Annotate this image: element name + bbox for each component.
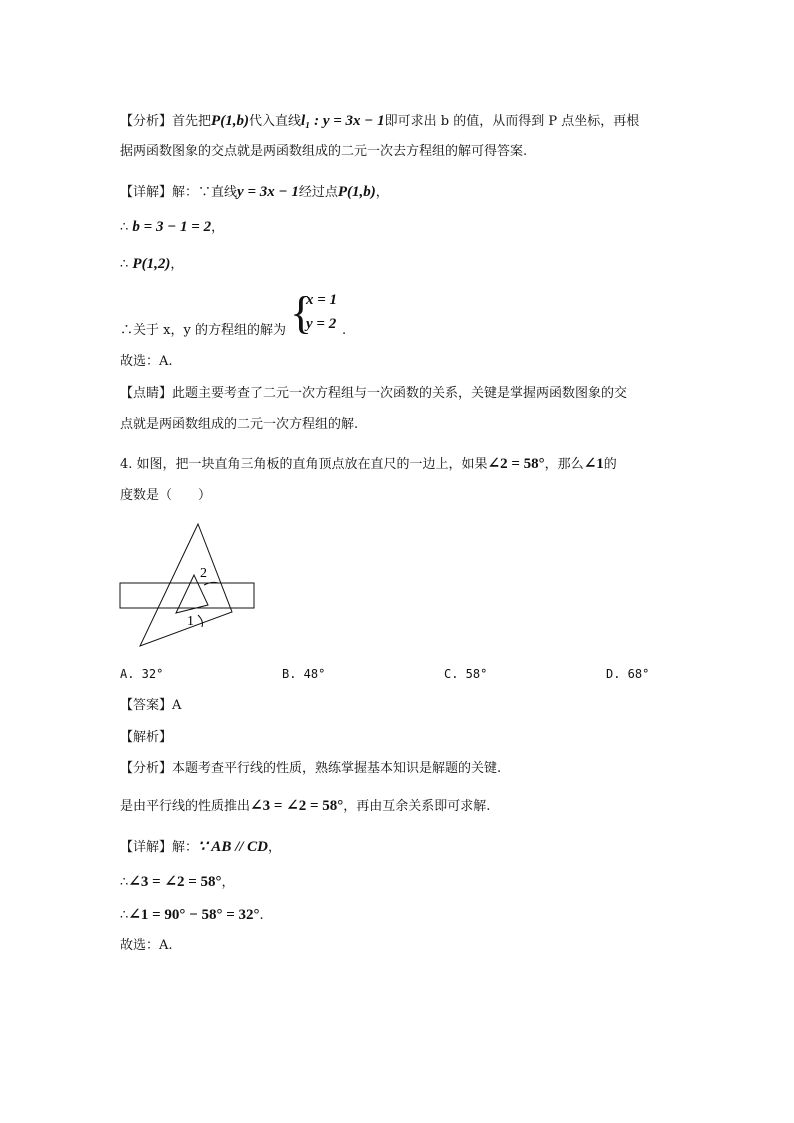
- label-1: 1: [187, 614, 194, 629]
- punct: ，: [170, 257, 184, 272]
- question-text: 的: [603, 457, 617, 472]
- angle-1-arc: [198, 615, 203, 627]
- geometry-figure: [110, 515, 270, 655]
- detail-text: ，: [375, 185, 389, 200]
- angle-2-eq: ∠2 = 58°: [487, 456, 545, 472]
- comment-label: 【点睛】: [120, 386, 173, 401]
- reason-text: ，再由互余关系即可求解.: [343, 799, 491, 814]
- detail-text: 经过点: [298, 185, 338, 200]
- detail-point: P(1,b): [337, 184, 376, 200]
- comment-line-2: 点就是两函数组成的二元一次方程组的解.: [120, 417, 359, 432]
- therefore-symbol: ∴: [120, 257, 133, 272]
- step-p: [120, 255, 183, 274]
- triangle-outer: [140, 524, 232, 646]
- detail-line-4: [120, 838, 281, 857]
- therefore-symbol: ∴: [120, 220, 133, 235]
- ruler: [120, 583, 254, 608]
- system-brace: {: [290, 287, 313, 338]
- detail-text: 解：∵直线: [172, 185, 238, 200]
- detail-label: 【详解】: [120, 185, 173, 200]
- parallel-statement: ∵ AB // CD: [198, 839, 268, 855]
- question-text: ，那么: [544, 457, 584, 472]
- step-p-equation: P(1,2): [132, 256, 171, 272]
- system-y: y = 2: [306, 316, 337, 332]
- analysis-line: 【分析】本题考查平行线的性质，熟练掌握基本知识是解题的关键.: [120, 761, 502, 776]
- analysis-line-2: 据两函数图象的交点就是两函数组成的二元一次去方程组的解可得答案.: [120, 144, 528, 159]
- solution-end: .: [342, 323, 347, 338]
- choose-line-4: 故选：A.: [120, 938, 173, 953]
- label-2: 2: [200, 566, 207, 581]
- punct: .: [259, 908, 264, 923]
- punct: ，: [268, 840, 282, 855]
- reason-text: 是由平行线的性质推出: [120, 799, 251, 814]
- analysis-text: 即可求出 b 的值，从而得到 P 点坐标，再根: [384, 114, 640, 129]
- step-angle3: [120, 873, 235, 892]
- solution-text: ∴关于 x，y 的方程组的解为: [120, 323, 286, 338]
- detail-line: [120, 183, 389, 202]
- question-text: 4. 如图，把一块直角三角板的直角顶点放在直尺的一边上，如果: [120, 457, 488, 472]
- option-b: B. 48°: [282, 667, 326, 681]
- therefore-symbol: ∴: [120, 908, 129, 923]
- option-c: C. 58°: [444, 667, 488, 681]
- therefore-symbol: ∴: [120, 875, 129, 890]
- reason-equation: ∠3 = ∠2 = 58°: [250, 798, 344, 814]
- jiexi-line: 【解析】: [120, 730, 173, 745]
- analysis-line-1: [120, 112, 639, 131]
- comment-line-1: [120, 385, 627, 403]
- step-angle3-equation: ∠3 = ∠2 = 58°: [128, 874, 222, 890]
- punct: ，: [221, 875, 235, 890]
- step-b: [120, 218, 224, 237]
- choose-line: 故选：A.: [120, 354, 173, 369]
- angle-1: ∠1: [583, 456, 604, 472]
- option-d: D. 68°: [606, 667, 650, 681]
- analysis-text: 首先把: [172, 114, 212, 129]
- point-p-b: P(1,b): [211, 113, 249, 129]
- line-equation: l₁ : y = 3x − 1: [300, 113, 385, 129]
- answer-line: 【答案】A: [120, 698, 182, 713]
- detail-text: 【详解】解：: [120, 840, 199, 855]
- reason-line: [120, 797, 490, 816]
- analysis-label: 【分析】: [120, 114, 173, 129]
- step-angle1-equation: ∠1 = 90° − 58° = 32°: [128, 907, 260, 923]
- question-line-2: 度数是（ ）: [120, 488, 212, 503]
- step-b-equation: b = 3 − 1 = 2: [132, 219, 212, 235]
- question-line-1: [120, 455, 617, 474]
- detail-equation: y = 3x − 1: [237, 184, 299, 200]
- option-a: A. 32°: [120, 667, 164, 681]
- system-x: x = 1: [306, 292, 338, 308]
- step-angle1: [120, 906, 264, 925]
- punct: ，: [211, 220, 225, 235]
- comment-text: 此题主要考查了二元一次方程组与一次函数的关系，关键是掌握两函数图象的交: [172, 386, 628, 401]
- analysis-text: 代入直线: [248, 114, 301, 129]
